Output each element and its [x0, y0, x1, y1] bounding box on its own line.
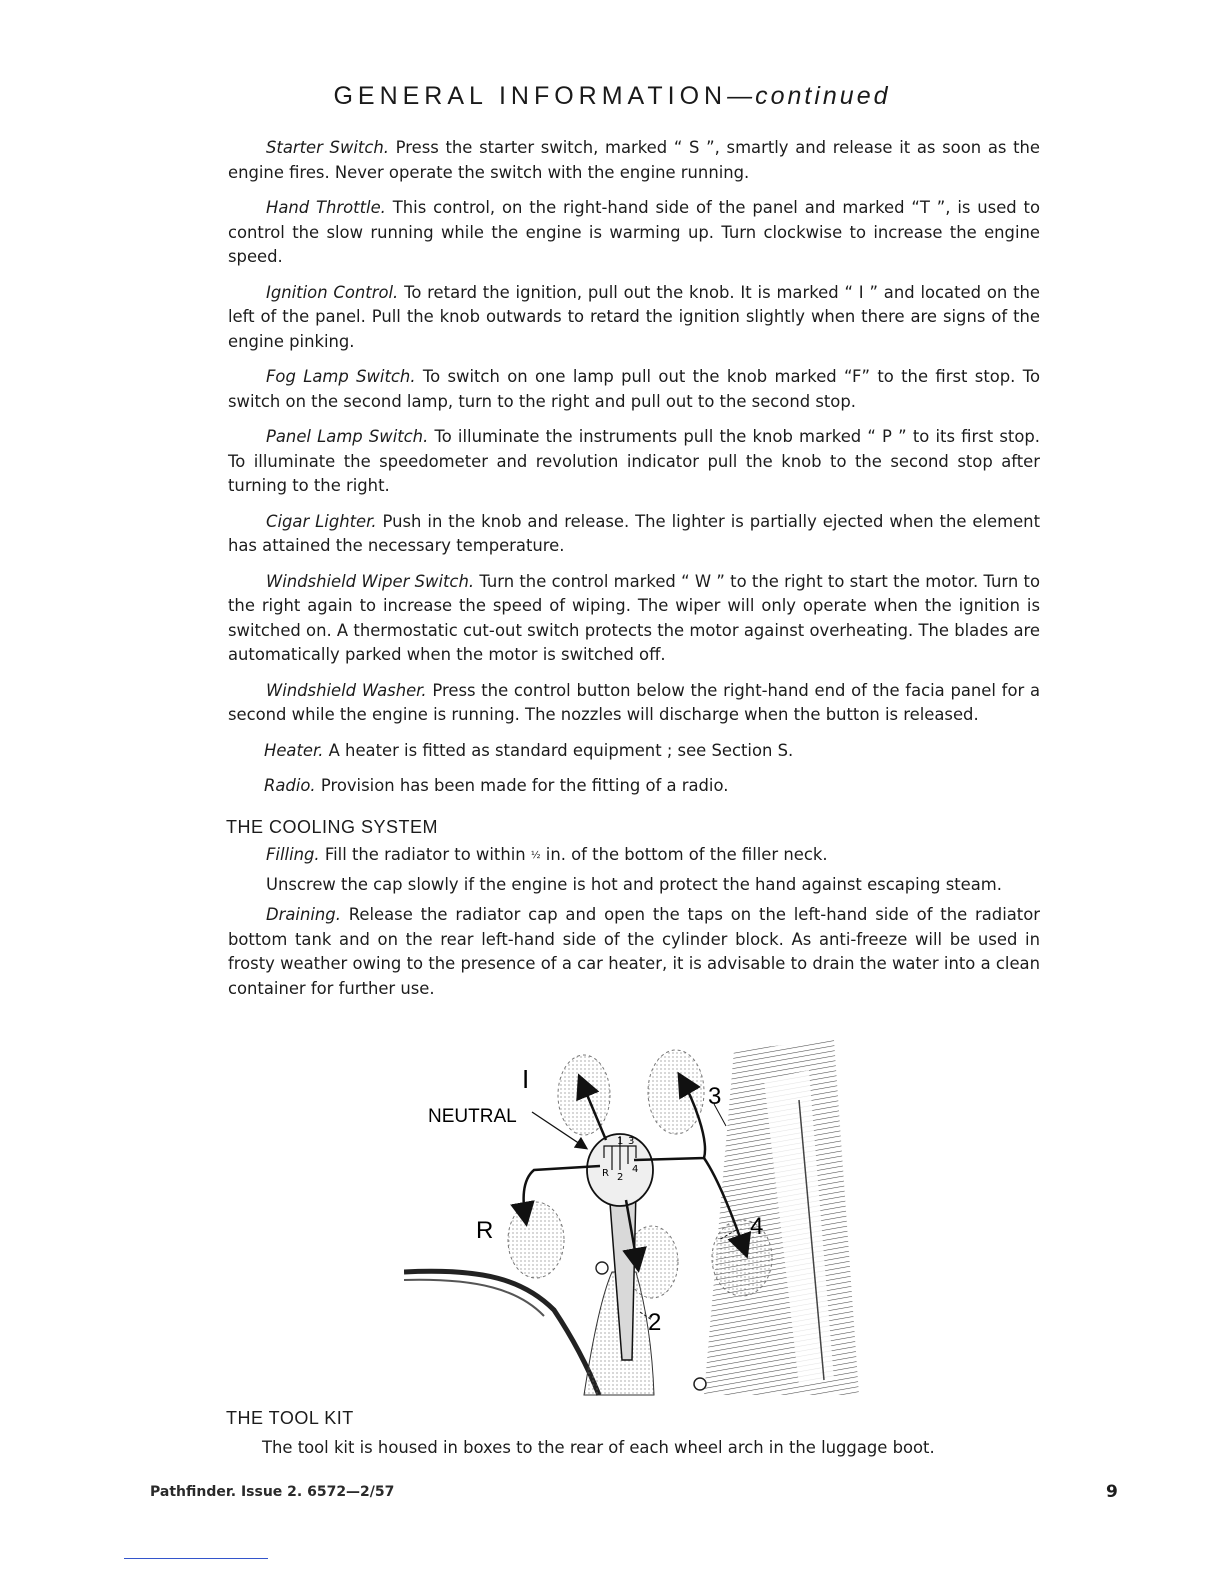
paragraph-hand-throttle — [228, 196, 1040, 270]
body-text — [228, 136, 1040, 1012]
paragraph-lead: Ignition Control. — [266, 282, 399, 302]
diagram-label-4: 4 — [750, 1213, 764, 1240]
paragraph-starter-switch — [228, 136, 1040, 185]
paragraph-text: in. of the bottom of the filler neck. — [540, 845, 828, 864]
paragraph-windshield-washer — [228, 679, 1040, 728]
header-title: GENERAL INFORMATION — [333, 82, 728, 110]
knob-label-r: R — [602, 1168, 609, 1179]
ghost-position-r — [508, 1202, 564, 1278]
paragraph-lead: Cigar Lighter. — [266, 511, 377, 531]
paragraph-heater — [228, 739, 1040, 764]
gear-lever-illustration — [404, 1040, 864, 1400]
paragraph-filling — [228, 843, 1040, 869]
paragraph-text: Press the control button below the right-hand end of the facia panel for a second while the engine is running. The nozzles will discharge when the button is released. — [228, 680, 1040, 724]
paragraph-text: To retard the ignition, pull out the knob. It is marked “ I ” and located on the left of the panel. Pull the knob outwards to retard the ignition slightly when there are signs of the engine pinking. — [228, 282, 1041, 351]
footer-issue: Pathfinder. Issue 2. 6572—2/57 — [150, 1484, 395, 1500]
knob-label-1: 1 — [617, 1136, 624, 1147]
gaiter-bolt — [596, 1262, 608, 1274]
diagram-label-3: 3 — [708, 1083, 722, 1110]
paragraph-lead: Hand Throttle. — [266, 198, 386, 217]
paragraph-text: This control, on the right-hand side of the panel and marked “T ”, is used to control the slow running while the engine is warming up. Turn clockwise to increase the engine speed. — [228, 198, 1040, 266]
section-heading-tool-kit: THE TOOL KIT — [226, 1408, 354, 1428]
paragraph-lead: Panel Lamp Switch. — [266, 427, 429, 446]
paragraph-lead: Filling. — [266, 845, 320, 864]
paragraph-text: Provision has been made for the fitting of a radio. — [315, 776, 729, 795]
ghost-position-1 — [558, 1055, 610, 1135]
paragraph-text: To switch on one lamp pull out the knob marked “F” to the first stop. To switch on the second lamp, turn to the right and pull out to the second stop. — [228, 367, 1040, 411]
paragraph-lead: Fog Lamp Switch. — [266, 367, 416, 386]
diagram-label-1: I — [522, 1064, 530, 1094]
page-number: 9 — [1106, 1482, 1118, 1502]
header-continued: —continued — [727, 82, 891, 110]
paragraph-lead: Radio. — [264, 776, 316, 795]
paragraph-lead: Heater. — [264, 740, 324, 760]
paragraph-tool-kit: The tool kit is housed in boxes to the rear of each wheel arch in the luggage boot. — [262, 1438, 935, 1457]
paragraph-cigar-lighter — [228, 510, 1040, 559]
ghost-position-3 — [648, 1050, 704, 1134]
knob-label-2: 2 — [617, 1172, 624, 1183]
paragraph-text: Release the radiator cap and open the taps on the left-hand side of the radiator bottom tank and on the rear left-hand side of the cylinder block. As anti-freeze will be used in frosty weather owing to the presence of a car heater, it is advisable to drain the water into a clean container for further use. — [228, 905, 1040, 998]
paragraph-unscrew: Unscrew the cap slowly if the engine is hot and protect the hand against escaping steam. — [266, 874, 1002, 894]
paragraph-text: Press the starter switch, marked “ S ”, smartly and release it as soon as the engine fires. Never operate the switch with the engine running. — [228, 138, 1040, 182]
paragraph-panel-lamp-switch — [228, 425, 1040, 499]
diagram-label-2: 2 — [648, 1309, 662, 1336]
paragraph-radio — [228, 774, 1040, 799]
floor-bolt — [694, 1378, 706, 1390]
fraction: ½ — [530, 850, 541, 861]
paragraph-text: A heater is fitted as standard equipment ; see Section S. — [323, 740, 794, 760]
paragraph-fog-lamp-switch — [228, 365, 1040, 414]
paragraph-lead: Windshield Washer. — [266, 680, 427, 700]
paragraph-text: To illuminate the instruments pull the knob marked “ P ” to its first stop. To illuminate the speedometer and revolution indicator pull the knob to the second stop after turning to the right. — [228, 427, 1040, 495]
scan-artifact-line — [124, 1558, 268, 1559]
paragraph-lead: Starter Switch. — [266, 138, 389, 157]
paragraph-windshield-wiper — [228, 570, 1040, 668]
paragraph-draining — [228, 903, 1040, 1001]
section-heading-cooling: THE COOLING SYSTEM — [226, 816, 439, 837]
gear-lever-diagram — [404, 1040, 864, 1400]
page-header — [0, 82, 1224, 111]
paragraph-lead: Windshield Wiper Switch. — [266, 571, 475, 591]
paragraph-text: Push in the knob and release. The lighter is partially ejected when the element has attained the necessary temperature. — [228, 511, 1041, 555]
knob-label-4: 4 — [632, 1164, 639, 1175]
paragraph-text: Turn the control marked “ W ” to the right to start the motor. Turn to the right again to increase the speed of wiping. The wiper will only operate when the ignition is switched on. A thermostatic cut-out switch protects the motor against overheating. The blades are automatically parked when the motor is switched off. — [228, 571, 1040, 664]
diagram-label-neutral: NEUTRAL — [428, 1106, 517, 1127]
knob-label-3: 3 — [628, 1136, 635, 1147]
diagram-label-r: R — [476, 1217, 494, 1244]
paragraph-ignition-control — [228, 281, 1040, 355]
paragraph-lead: Draining. — [266, 905, 341, 924]
paragraph-text: Fill the radiator to within — [319, 845, 531, 864]
